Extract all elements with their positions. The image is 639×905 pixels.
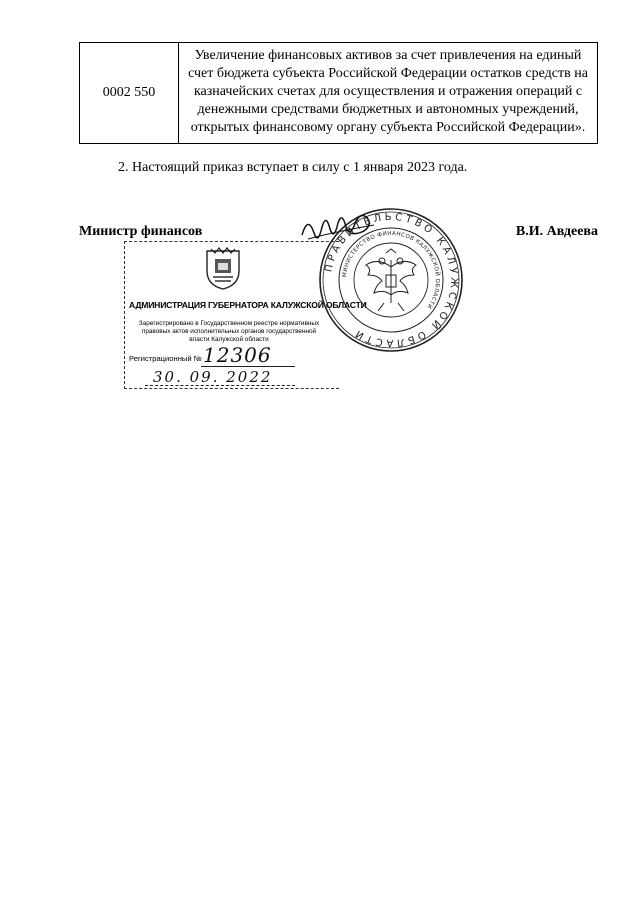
effective-date-clause: 2. Настоящий приказ вступает в силу с 1 января 2023 года. — [118, 160, 468, 175]
handwritten-signature — [298, 205, 378, 255]
seal-inner-text: МИНИСТЕРСТВО ФИНАНСОВ КАЛУЖСКОЙ ОБЛАСТИ — [342, 230, 441, 310]
registration-date: 30. 09. 2022 — [153, 368, 273, 386]
description-line: открытых финансовому органу субъекта Российской Федерации». — [190, 120, 586, 135]
stamp-header: АДМИНИСТРАЦИЯ ГУБЕРНАТОРА КАЛУЖСКОЙ ОБЛАСТИ — [129, 300, 367, 310]
signatory-name: В.И. Авдеева — [515, 224, 598, 239]
table-row — [80, 43, 598, 144]
description-line: счет бюджета субъекта Российской Федерации остатков средств на — [188, 66, 588, 81]
description-line: денежными средствами бюджетных и автономных учреждений, — [197, 102, 579, 117]
description-line: Увеличение финансовых активов за счет привлечения на единый — [194, 48, 582, 63]
registration-number: 12306 — [203, 343, 272, 367]
signatory-title: Министр финансов — [79, 224, 203, 239]
date-underline — [145, 385, 295, 386]
budget-code-cell: 0002 550 — [80, 43, 179, 144]
budget-code-description — [179, 43, 598, 144]
description-line: казначейских счетах для осуществления и отражения операций с — [193, 84, 583, 99]
budget-code-table — [79, 42, 598, 144]
double-headed-eagle-icon — [366, 249, 416, 311]
coat-of-arms-icon — [203, 247, 243, 291]
stamp-body-text: Зарегистрировано в Государственном реестре нормативных правовых актов исполнительных органов государственной власти Калужской области — [138, 320, 320, 343]
registration-stamp — [124, 241, 367, 389]
seal-outer-text: ПРАВИТЕЛЬСТВО КАЛУЖСКОЙ ОБЛАСТИ — [323, 211, 460, 349]
registration-number-label: Регистрационный № — [129, 354, 202, 363]
